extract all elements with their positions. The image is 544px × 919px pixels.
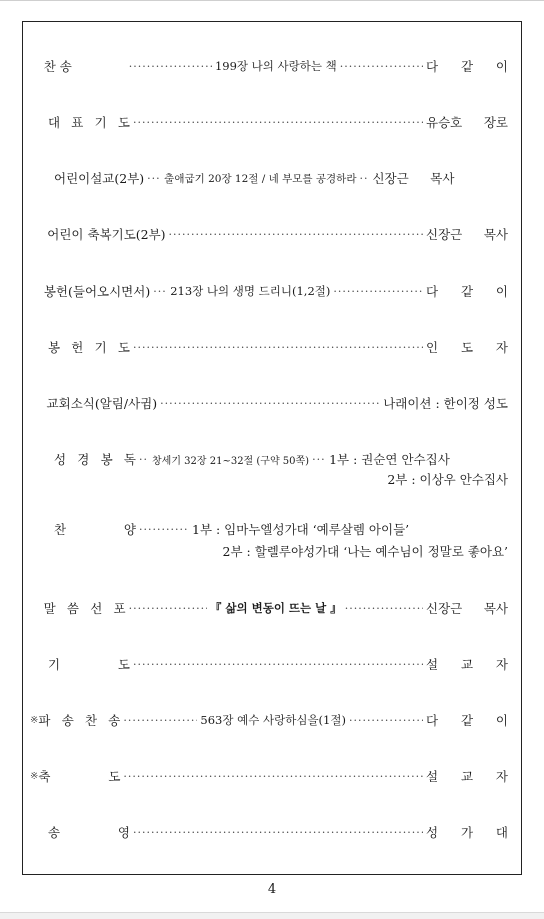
item-leader: 성 가 대 <box>426 825 508 840</box>
item-detail: 213장 나의 생명 드리니(1,2절) <box>170 284 331 298</box>
standing-mark: ※ <box>30 714 39 726</box>
order-item-anthem <box>42 517 508 541</box>
item-label: 교회소식(알림/사귐) <box>46 396 158 411</box>
order-item-hymn <box>42 54 508 78</box>
item-leader: 1부 : 임마누엘성가대 ‘예루살렘 아이들’ <box>192 522 410 537</box>
order-item-children-blessing <box>42 222 508 246</box>
order-item-benediction <box>30 764 508 788</box>
order-item-children-sermon <box>42 166 508 190</box>
item-leader: 1부 : 권순연 안수집사 <box>329 452 450 467</box>
order-item-sermon <box>42 596 508 620</box>
top-rule <box>0 0 544 1</box>
standing-mark: ※ <box>30 770 39 782</box>
item-leader: 다 같 이 <box>426 284 508 299</box>
item-label: 성 경 봉 독 <box>54 452 136 467</box>
item-label: 찬 양 <box>54 522 136 537</box>
item-detail: 『 삶의 변동이 뜨는 날 』 <box>209 601 342 615</box>
item-label: 파 송 찬 송 <box>38 713 121 728</box>
item-leader: 설 교 자 <box>426 657 508 672</box>
item-label: 어린이설교(2부) <box>54 171 145 186</box>
order-item-offering-prayer <box>42 335 508 359</box>
item-label: 어린이 축복기도(2부) <box>47 227 166 242</box>
order-item-prayer <box>42 652 508 676</box>
item-label: 봉헌(들어오시면서) <box>43 284 151 299</box>
order-item-scripture-reading <box>42 447 508 471</box>
page-number: 4 <box>267 882 277 897</box>
order-item-offering <box>42 279 508 303</box>
item-leader: 인 도 자 <box>426 340 508 355</box>
item-leader: 다 같 이 <box>425 59 508 74</box>
item-leader: 나래이션 : 한이정 성도 <box>383 396 508 411</box>
order-item-church-news <box>42 391 508 415</box>
item-detail: 출애굽기 20장 12절 / 네 부모를 공경하라 <box>164 172 357 185</box>
order-item-representative-prayer <box>42 110 508 134</box>
item-leader: 유승호 장로 <box>426 115 508 130</box>
item-label: 송 영 <box>48 825 130 840</box>
item-detail: 199장 나의 사랑하는 책 <box>214 59 337 73</box>
item-label: 봉 헌 기 도 <box>48 340 130 355</box>
item-label: 축 도 <box>38 769 121 784</box>
item-label: 말 씀 선 포 <box>43 601 126 616</box>
order-item-doxology <box>42 820 508 844</box>
item-detail: 창세기 32장 21~32절 (구약 50쪽) <box>152 455 310 467</box>
item-leader: 설 교 자 <box>426 769 508 784</box>
item-leader: 신장근 목사 <box>372 171 455 186</box>
item-leader: 신장근 목사 <box>426 227 508 242</box>
item-detail: 563장 예수 사랑하심을(1절) <box>200 713 346 727</box>
bottom-rule <box>0 912 544 919</box>
item-label: 대 표 기 도 <box>48 115 130 130</box>
item-label: 찬 송 <box>43 59 72 74</box>
order-item-sending-hymn <box>30 708 508 732</box>
item-leader: 다 같 이 <box>425 713 508 728</box>
item-leader-second: 2부 : 할렐루야성가대 ‘나는 예수님이 정말로 좋아요’ <box>222 544 508 559</box>
item-label: 기 도 <box>48 657 130 672</box>
item-leader: 신장근 목사 <box>426 601 509 616</box>
item-leader-second: 2부 : 이상우 안수집사 <box>387 472 508 487</box>
